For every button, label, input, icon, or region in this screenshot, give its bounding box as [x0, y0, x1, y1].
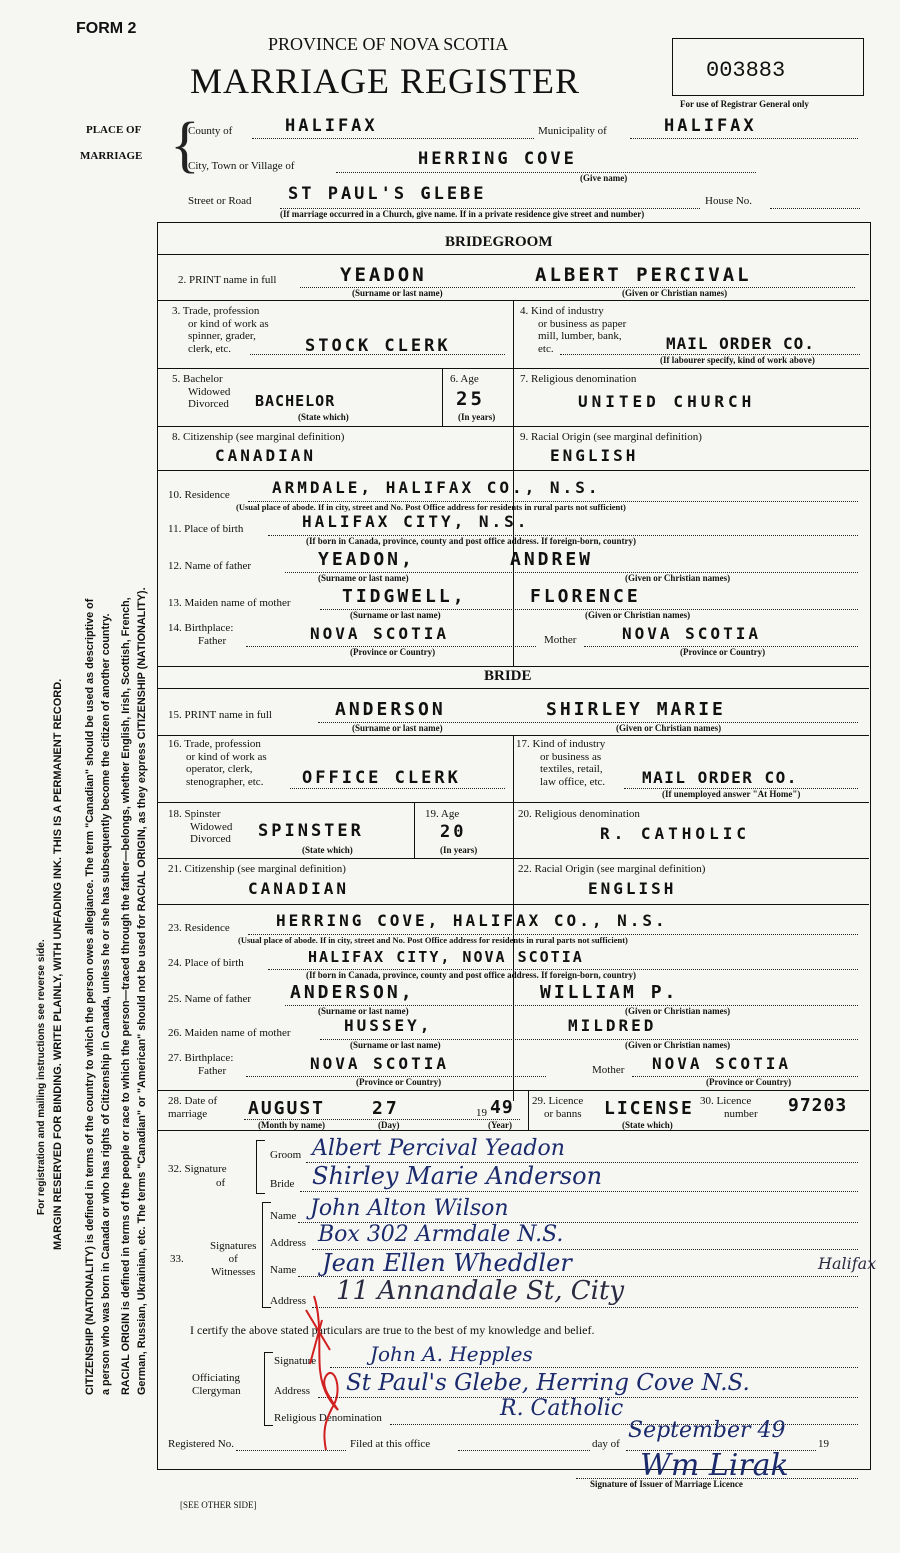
groom-sig-label: Groom: [270, 1149, 302, 1161]
groom-citizenship: CANADIAN: [215, 446, 317, 465]
province-title: PROVINCE OF NOVA SCOTIA: [268, 34, 509, 54]
clergy-signature-label: Signature: [274, 1355, 317, 1367]
witness1-name: John Alton Wilson: [310, 1196, 509, 1221]
day-of-label: day of: [592, 1438, 620, 1450]
groom-status: BACHELOR: [255, 392, 336, 410]
bride-sig-label: Bride: [270, 1178, 295, 1190]
religious-denom-label: Religious Denomination: [274, 1412, 382, 1424]
groom-f5-label: 5. Bachelor Widowed Divorced: [172, 373, 231, 410]
filed-year-prefix: 19: [818, 1438, 829, 1450]
bride-f15-label: 15. PRINT name in full: [168, 709, 272, 721]
clergy-denomination: R. Catholic: [500, 1396, 624, 1421]
licence-type-cap: (State which): [622, 1120, 673, 1130]
year-cap: (Year): [488, 1120, 512, 1130]
street-note: (If marriage occurred in a Church, give name. If in a private residence give street and number): [280, 209, 645, 219]
bride-birthplace-cap: (If born in Canada, province, county and post office address. If foreign-born, country): [306, 970, 637, 980]
groom-father-surname: YEADON,: [318, 549, 415, 570]
groom-f2-label: 2. PRINT name in full: [178, 274, 277, 286]
bride-residence: HERRING COVE, HALIFAX CO., N.S.: [276, 911, 668, 930]
bride-f18-label: 18. Spinster Widowed Divorced: [168, 808, 233, 845]
groom-f13-label: 13. Maiden name of mother: [168, 597, 291, 609]
bride-mother-label: Mother: [592, 1064, 625, 1076]
groom-age: 25: [456, 388, 485, 410]
groom-mother-surname-cap: (Surname or last name): [350, 610, 441, 620]
bride-f23-label: 23. Residence: [168, 922, 230, 934]
bride-given: SHIRLEY MARIE: [546, 699, 726, 720]
marriage-month: AUGUST: [248, 1098, 326, 1119]
bride-age-cap: (In years): [440, 845, 478, 855]
bridegroom-heading: BRIDEGROOM: [445, 234, 553, 250]
groom-f8-label: 8. Citizenship (see marginal definition): [172, 431, 345, 443]
signature-brace: [256, 1140, 265, 1194]
clergy-signature: John A. Hepples: [370, 1342, 533, 1366]
groom-f14-label: 14. Birthplace: Father: [168, 622, 234, 647]
county-value: HALIFAX: [285, 116, 378, 136]
page-title: MARRIAGE REGISTER: [190, 61, 581, 101]
groom-father-given: ANDREW: [510, 549, 594, 570]
bride-f19-label: 19. Age: [425, 808, 460, 820]
clergy-address-label: Address: [274, 1385, 311, 1397]
street-value: ST PAUL'S GLEBE: [288, 184, 487, 204]
witness2-name: Jean Ellen Wheddler: [322, 1249, 572, 1277]
bride-surname-cap: (Surname or last name): [352, 723, 443, 733]
bride-status-cap: (State which): [302, 845, 353, 855]
groom-industry: MAIL ORDER CO.: [666, 334, 815, 353]
bride-father-given-cap: (Given or Christian names): [625, 1006, 731, 1016]
filed-date: September 49: [628, 1418, 786, 1443]
w2-name-label: Name: [270, 1264, 297, 1276]
groom-father-surname-cap: (Surname or last name): [318, 573, 409, 583]
groom-f4-label: 4. Kind of industry or business as paper mill, lumber, bank, etc.: [520, 305, 627, 355]
place-of-label: PLACE OF: [86, 124, 142, 136]
bride-father-surname-cap: (Surname or last name): [318, 1006, 409, 1016]
bride-given-cap: (Given or Christian names): [616, 723, 722, 733]
registrar-note: For use of Registrar General only: [680, 99, 809, 109]
groom-mother-label: Mother: [544, 634, 577, 646]
groom-f7-label: 7. Religious denomination: [520, 373, 637, 385]
bride-f26-label: 26. Maiden name of mother: [168, 1027, 291, 1039]
groom-racial-origin: ENGLISH: [550, 446, 639, 465]
red-check-mark: [300, 1290, 360, 1460]
w2-address-label: Address: [270, 1295, 307, 1307]
margin-notes: [0, 0, 150, 1553]
groom-status-cap: (State which): [298, 412, 349, 422]
county-label: County of: [188, 125, 233, 137]
marriage-label: MARRIAGE: [80, 150, 143, 162]
bride-citizenship: CANADIAN: [248, 879, 350, 898]
clergy-address: St Paul's Glebe, Herring Cove N.S.: [346, 1370, 750, 1396]
municipality-label: Municipality of: [538, 125, 607, 137]
see-other-side: [SEE OTHER SIDE]: [180, 1500, 257, 1510]
w1-name-label: Name: [270, 1210, 297, 1222]
groom-f12-label: 12. Name of father: [168, 560, 252, 572]
clergy-label: Officiating Clergyman: [192, 1372, 241, 1397]
give-name-caption: (Give name): [580, 173, 628, 183]
w1-address-label: Address: [270, 1237, 307, 1249]
f30-label: 30. Licence number: [700, 1095, 758, 1120]
bride-industry: MAIL ORDER CO.: [642, 768, 798, 787]
bride-mother-surname-cap: (Surname or last name): [350, 1040, 441, 1050]
margin-line-2: MARGIN RESERVED FOR BINDING. WRITE PLAINLY, WITH UNFADING INK. THIS IS A PERMANENT RECORD.: [52, 678, 64, 1250]
groom-religion: UNITED CHURCH: [578, 392, 756, 411]
witness2-extra: Halifax: [818, 1254, 877, 1273]
day-cap: (Day): [378, 1120, 400, 1130]
groom-mother-given-cap: (Given or Christian names): [585, 610, 691, 620]
filed-label: Filed at this office: [350, 1438, 431, 1450]
margin-line-3: CITIZENSHIP (NATIONALITY) is defined in terms of the country to which the person owes allegiance. The term "Canadian" should be used as descriptive of: [84, 598, 96, 1395]
margin-line-6: German, Russian, Ukrainian, etc. The terms "Canadian" or "American" should not be used for RACIAL ORIGIN, as they express CITIZENSHIP (NATIONALITY).: [136, 587, 148, 1395]
bride-f22-label: 22. Racial Origin (see marginal definition): [518, 863, 706, 875]
f33-label: Signatures of Witnesses: [210, 1240, 257, 1278]
f33-number: 33.: [170, 1253, 184, 1265]
bride-mother-given: MILDRED: [568, 1016, 657, 1035]
place-brace: {: [170, 111, 200, 179]
witness2-address: 11 Annandale St, City: [336, 1276, 625, 1306]
marriage-year: 49: [490, 1097, 514, 1118]
bride-f27-label: 27. Birthplace: Father: [168, 1052, 234, 1077]
bride-f21-label: 21. Citizenship (see marginal definition): [168, 863, 346, 875]
groom-mother-birthplace: NOVA SCOTIA: [622, 624, 761, 643]
issuer-caption: Signature of Issuer of Marriage Licence: [590, 1479, 743, 1489]
form-number: FORM 2: [76, 20, 137, 37]
groom-f11-label: 11. Place of birth: [168, 523, 244, 535]
bride-f24-label: 24. Place of birth: [168, 957, 244, 969]
street-label: Street or Road: [188, 195, 252, 207]
groom-f6-label: 6. Age: [450, 373, 479, 385]
bride-f25-label: 25. Name of father: [168, 993, 252, 1005]
registered-label: Registered No.: [168, 1438, 234, 1450]
bride-father-prov-cap: (Province or Country): [356, 1077, 442, 1087]
groom-father-given-cap: (Given or Christian names): [625, 573, 731, 583]
bride-status: SPINSTER: [258, 821, 364, 841]
groom-mother-prov-cap: (Province or Country): [680, 647, 766, 657]
bride-mother-birthplace: NOVA SCOTIA: [652, 1054, 791, 1073]
bride-age: 20: [440, 822, 467, 842]
bride-father-birthplace: NOVA SCOTIA: [310, 1054, 449, 1073]
groom-signature: Albert Percival Yeadon: [312, 1136, 565, 1161]
bride-mother-surname: HUSSEY,: [344, 1016, 433, 1035]
bride-f20-label: 20. Religious denomination: [518, 808, 640, 820]
bride-father-surname: ANDERSON,: [290, 982, 415, 1003]
house-label: House No.: [705, 195, 753, 207]
marriage-year-prefix: 19: [476, 1107, 487, 1119]
city-value: HERRING COVE: [418, 149, 577, 169]
margin-line-4: a person who was born in Canada or who has rights of Citizenship in Canada, unless he or she has subsequently become the citizen of another country.: [100, 613, 112, 1395]
bride-signature: Shirley Marie Anderson: [312, 1162, 603, 1190]
groom-mother-given: FLORENCE: [530, 586, 641, 607]
bride-residence-cap: (Usual place of abode. If in city, street and No. Post Office address for residents in rural parts not sufficient): [238, 935, 628, 945]
city-label: City, Town or Village of: [188, 160, 295, 172]
month-cap: (Month by name): [258, 1120, 325, 1130]
bride-heading: BRIDE: [484, 668, 532, 684]
bride-surname: ANDERSON: [335, 699, 446, 720]
bride-racial-origin: ENGLISH: [588, 879, 677, 898]
f29-label: 29. Licence or banns: [532, 1095, 584, 1120]
groom-f3-label: 3. Trade, profession or kind of work as spinner, grader, clerk, etc.: [172, 305, 269, 355]
bride-f16-label: 16. Trade, profession or kind of work as operator, clerk, stenographer, etc.: [168, 738, 267, 788]
groom-f4-caption: (If labourer specify, kind of work above): [660, 355, 815, 365]
bride-trade: OFFICE CLERK: [302, 768, 461, 788]
groom-trade: STOCK CLERK: [305, 336, 451, 356]
bride-mother-given-cap: (Given or Christian names): [625, 1040, 731, 1050]
f28-label: 28. Date of marriage: [168, 1095, 218, 1120]
register-number: 003883: [706, 58, 786, 83]
groom-f10-label: 10. Residence: [168, 489, 230, 501]
groom-given: ALBERT PERCIVAL: [535, 264, 752, 286]
clergy-brace: [264, 1352, 273, 1426]
licence-type: LICENSE: [604, 1098, 694, 1119]
bride-birthplace: HALIFAX CITY, NOVA SCOTIA: [308, 948, 584, 966]
groom-age-cap: (In years): [458, 412, 496, 422]
groom-f9-label: 9. Racial Origin (see marginal definition): [520, 431, 702, 443]
bride-mother-prov-cap: (Province or Country): [706, 1077, 792, 1087]
groom-birthplace-cap: (If born in Canada, province, county and post office address. If foreign-born, country): [306, 536, 637, 546]
groom-father-birthplace: NOVA SCOTIA: [310, 624, 449, 643]
witness1-address: Box 302 Armdale N.S.: [318, 1222, 564, 1247]
groom-birthplace: HALIFAX CITY, N.S.: [302, 512, 530, 531]
issuer-signature: Wm Lirak: [640, 1448, 789, 1483]
certify-text: I certify the above stated particulars are true to the best of my knowledge and belief.: [190, 1323, 595, 1337]
groom-father-prov-cap: (Province or Country): [350, 647, 436, 657]
margin-line-1: For registration and mailing instructions see reverse side.: [36, 939, 47, 1215]
marriage-day: 27: [372, 1098, 400, 1119]
bride-f17-caption: (If unemployed answer "At Home"): [662, 789, 801, 799]
groom-residence: ARMDALE, HALIFAX CO., N.S.: [272, 478, 601, 497]
groom-surname-cap: (Surname or last name): [352, 288, 443, 298]
licence-number: 97203: [788, 1095, 848, 1116]
groom-given-cap: (Given or Christian names): [622, 288, 728, 298]
bride-religion: R. CATHOLIC: [600, 824, 750, 843]
bride-father-given: WILLIAM P.: [540, 982, 679, 1003]
groom-surname: YEADON: [340, 264, 427, 286]
bride-f17-label: 17. Kind of industry or business as textiles, retail, law office, etc.: [516, 738, 606, 788]
margin-line-5: RACIAL ORIGIN is defined in terms of the people or race to which the person—traced through the father—belongs, whether English, Irish, Scottish, French,: [120, 597, 132, 1395]
groom-residence-cap: (Usual place of abode. If in city, street and No. Post Office address for residents in rural parts not sufficient): [236, 502, 626, 512]
groom-mother-surname: TIDGWELL,: [342, 586, 467, 607]
f32-label: 32. Signature of: [168, 1163, 227, 1189]
municipality-value: HALIFAX: [664, 116, 757, 136]
